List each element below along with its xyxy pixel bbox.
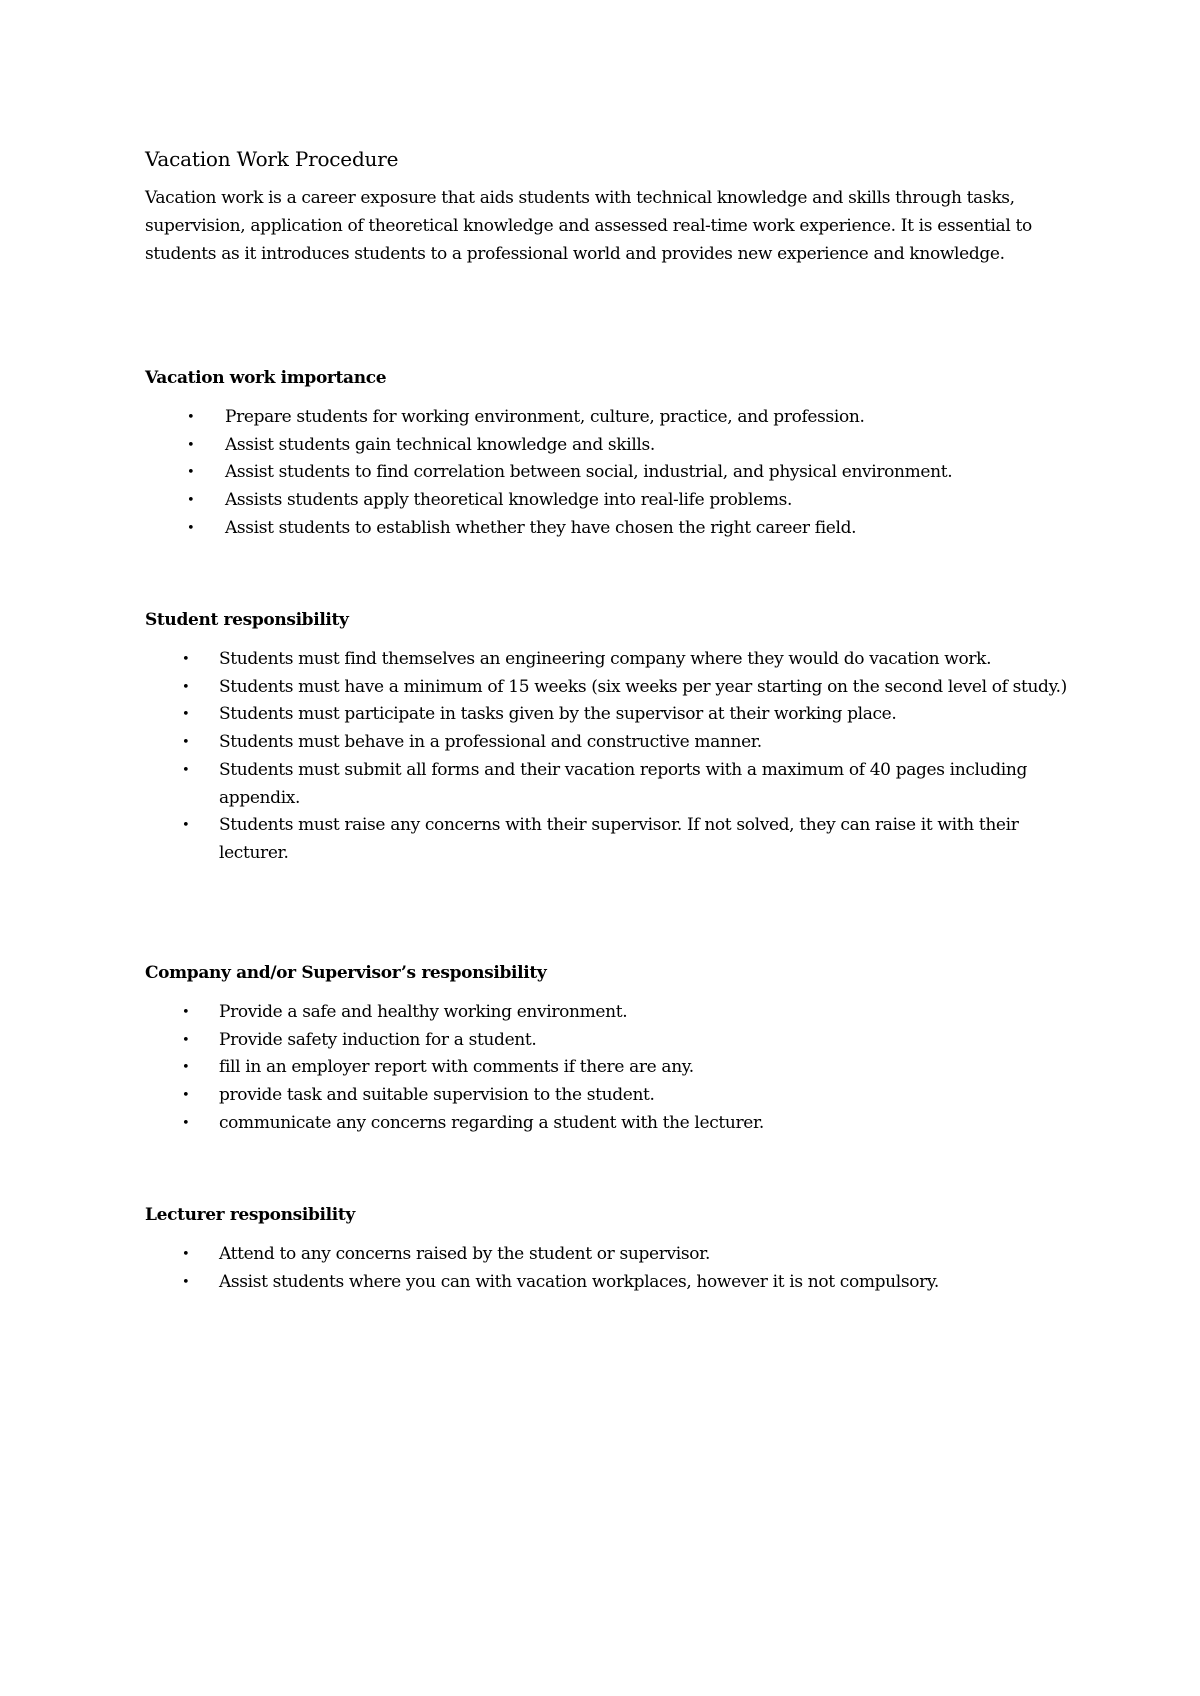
bullet-icon: • <box>187 493 195 509</box>
section-heading: Lecturer responsibility <box>145 1205 355 1225</box>
list-item <box>145 812 1070 867</box>
bullet-icon: • <box>182 1005 190 1020</box>
list-item-text: Students must participate in tasks given by the supervisor at their working place. <box>219 704 897 725</box>
section-vacation-work-importance <box>145 366 1070 543</box>
list-item <box>145 1269 1070 1297</box>
bullet-icon: • <box>182 1274 190 1290</box>
list-item <box>145 1110 1070 1138</box>
bullet-icon: • <box>182 707 190 723</box>
list-item <box>145 1241 1070 1269</box>
list-item <box>145 432 1070 460</box>
bullet-icon: • <box>182 1060 190 1076</box>
list-item-text: Provide safety induction for a student. <box>219 1029 537 1050</box>
list-item-text: Students must behave in a professional and constructive manner. <box>219 732 762 753</box>
bullet-icon: • <box>182 1247 190 1262</box>
list-item <box>145 1054 1070 1082</box>
list-item-text: provide task and suitable supervision to the student. <box>219 1085 655 1106</box>
list-item-text: Students must raise any concerns with their supervisor. If not solved, they can raise it with their lecturer. <box>219 815 1019 863</box>
list-item <box>145 757 1070 812</box>
list-item <box>145 487 1070 515</box>
list-item <box>145 729 1070 757</box>
list-item <box>145 1027 1070 1055</box>
list-item-text: communicate any concerns regarding a student with the lecturer. <box>219 1112 764 1133</box>
document-title: Vacation Work Procedure <box>145 147 399 171</box>
document-body <box>145 146 1070 1292</box>
section-heading: Company and/or Supervisor’s responsibility <box>145 963 547 983</box>
section-heading: Student responsibility <box>145 610 349 630</box>
list-item-text: Provide a safe and healthy working environment. <box>219 1002 628 1022</box>
intro-paragraph: Vacation work is a career exposure that aids students with technical knowledge and skills through tasks, supervision, application of theoretical knowledge and assessed real-time work experience. It is essential to students as it introduces students to a professional world and provides new experience and knowledge. <box>145 188 1032 264</box>
list-item-text: Students must find themselves an engineering company where they would do vacation work. <box>219 649 992 669</box>
bullet-icon: • <box>182 652 190 667</box>
list-item <box>145 674 1070 702</box>
list-item-text: Students must submit all forms and their vacation reports with a maximum of 40 pages including appendix. <box>219 759 1027 808</box>
bullet-icon: • <box>182 1088 190 1104</box>
list-item <box>145 701 1070 729</box>
bullet-icon: • <box>182 1115 190 1131</box>
list-item-text: Prepare students for working environment, culture, practice, and profession. <box>225 407 865 427</box>
bullet-icon: • <box>187 437 195 453</box>
list-item <box>145 999 1070 1027</box>
list-item-text: Assists students apply theoretical knowledge into real-life problems. <box>225 490 793 511</box>
bullet-list <box>145 1241 1070 1296</box>
bullet-icon: • <box>187 520 195 536</box>
bullet-icon: • <box>182 762 190 778</box>
section-lecturer-responsibility <box>145 1203 1070 1296</box>
list-item <box>145 515 1070 543</box>
bullet-list <box>145 404 1070 543</box>
bullet-icon: • <box>187 410 195 425</box>
list-item-text: Attend to any concerns raised by the student or supervisor. <box>219 1244 711 1264</box>
list-item <box>145 459 1070 487</box>
bullet-icon: • <box>182 679 190 695</box>
list-item-text: Students must have a minimum of 15 weeks (six weeks per year starting on the second level of study.) <box>219 676 1067 697</box>
bullet-icon: • <box>182 818 190 834</box>
list-item-text: Assist students where you can with vacation workplaces, however it is not compulsory. <box>219 1271 939 1292</box>
list-item-text: Assist students to establish whether they have chosen the right career field. <box>225 517 857 538</box>
list-item <box>145 404 1070 432</box>
bullet-list <box>145 646 1070 868</box>
list-item <box>145 646 1070 674</box>
section-student-responsibility <box>145 608 1070 868</box>
section-company-supervisor-responsibility <box>145 961 1070 1138</box>
section-heading: Vacation work importance <box>145 368 387 388</box>
list-item-text: fill in an employer report with comments if there are any. <box>219 1057 694 1078</box>
bullet-icon: • <box>182 735 190 751</box>
list-item-text: Assist students to find correlation between social, industrial, and physical environment. <box>225 462 953 483</box>
bullet-icon: • <box>182 1032 190 1048</box>
list-item-text: Assist students gain technical knowledge and skills. <box>225 434 655 455</box>
list-item <box>145 1082 1070 1110</box>
bullet-list <box>145 999 1070 1138</box>
bullet-icon: • <box>187 465 195 481</box>
